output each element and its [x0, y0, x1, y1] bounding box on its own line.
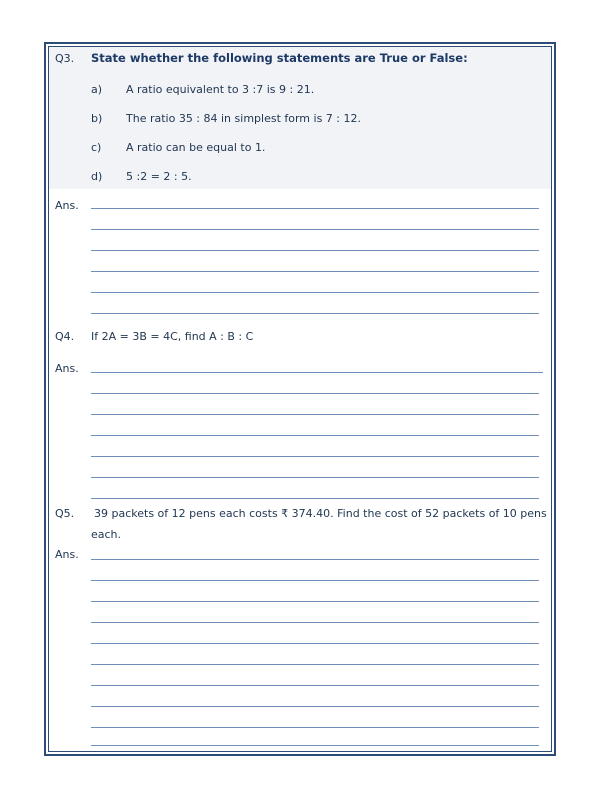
q3-answer-line[interactable] — [91, 229, 539, 230]
q5-answer-line[interactable] — [91, 685, 539, 686]
q3-item-c-text: A ratio can be equal to 1. — [126, 141, 266, 154]
q3-item-c-label: c) — [91, 141, 102, 154]
q4-number: Q4. — [55, 330, 75, 343]
q3-answer-line[interactable] — [91, 250, 539, 251]
q4-answer-label: Ans. — [55, 362, 79, 375]
q3-answer-line[interactable] — [91, 208, 539, 209]
q5-answer-line[interactable] — [91, 727, 539, 728]
q5-answer-line[interactable] — [91, 580, 539, 581]
q5-question-text-line2: each. — [91, 528, 122, 541]
q3-item-b-text: The ratio 35 : 84 in simplest form is 7 : 12. — [126, 112, 361, 125]
q4-answer-line[interactable] — [91, 435, 539, 436]
q3-item-a-text: A ratio equivalent to 3 :7 is 9 : 21. — [126, 83, 315, 96]
q3-item-d-label: d) — [91, 170, 103, 183]
q4-answer-line[interactable] — [91, 456, 539, 457]
q3-number: Q3. — [55, 52, 75, 65]
q5-answer-line[interactable] — [91, 664, 539, 665]
q5-answer-line[interactable] — [91, 643, 539, 644]
q5-number: Q5. — [55, 507, 75, 520]
q4-answer-line[interactable] — [91, 372, 543, 373]
q5-answer-line[interactable] — [91, 559, 539, 560]
q4-answer-line[interactable] — [91, 393, 539, 394]
q5-answer-label: Ans. — [55, 548, 79, 561]
q5-question-text-line1: 39 packets of 12 pens each costs ₹ 374.40. Find the cost of 52 packets of 10 pens — [94, 507, 547, 520]
q5-answer-line[interactable] — [91, 706, 539, 707]
q3-answer-line[interactable] — [91, 313, 539, 314]
q3-answer-line[interactable] — [91, 292, 539, 293]
q5-answer-line[interactable] — [91, 622, 539, 623]
q3-answer-line[interactable] — [91, 271, 539, 272]
q4-answer-line[interactable] — [91, 477, 539, 478]
q4-answer-line[interactable] — [91, 498, 539, 499]
q5-answer-line[interactable] — [91, 745, 539, 746]
q3-item-a-label: a) — [91, 83, 103, 96]
q3-title: State whether the following statements are True or False: — [91, 51, 468, 65]
q3-item-d-text: 5 :2 = 2 : 5. — [126, 170, 192, 183]
q3-item-b-label: b) — [91, 112, 103, 125]
q5-answer-line[interactable] — [91, 601, 539, 602]
q3-answer-label: Ans. — [55, 199, 79, 212]
q4-answer-line[interactable] — [91, 414, 539, 415]
q4-question-text: If 2A = 3B = 4C, find A : B : C — [91, 330, 254, 343]
